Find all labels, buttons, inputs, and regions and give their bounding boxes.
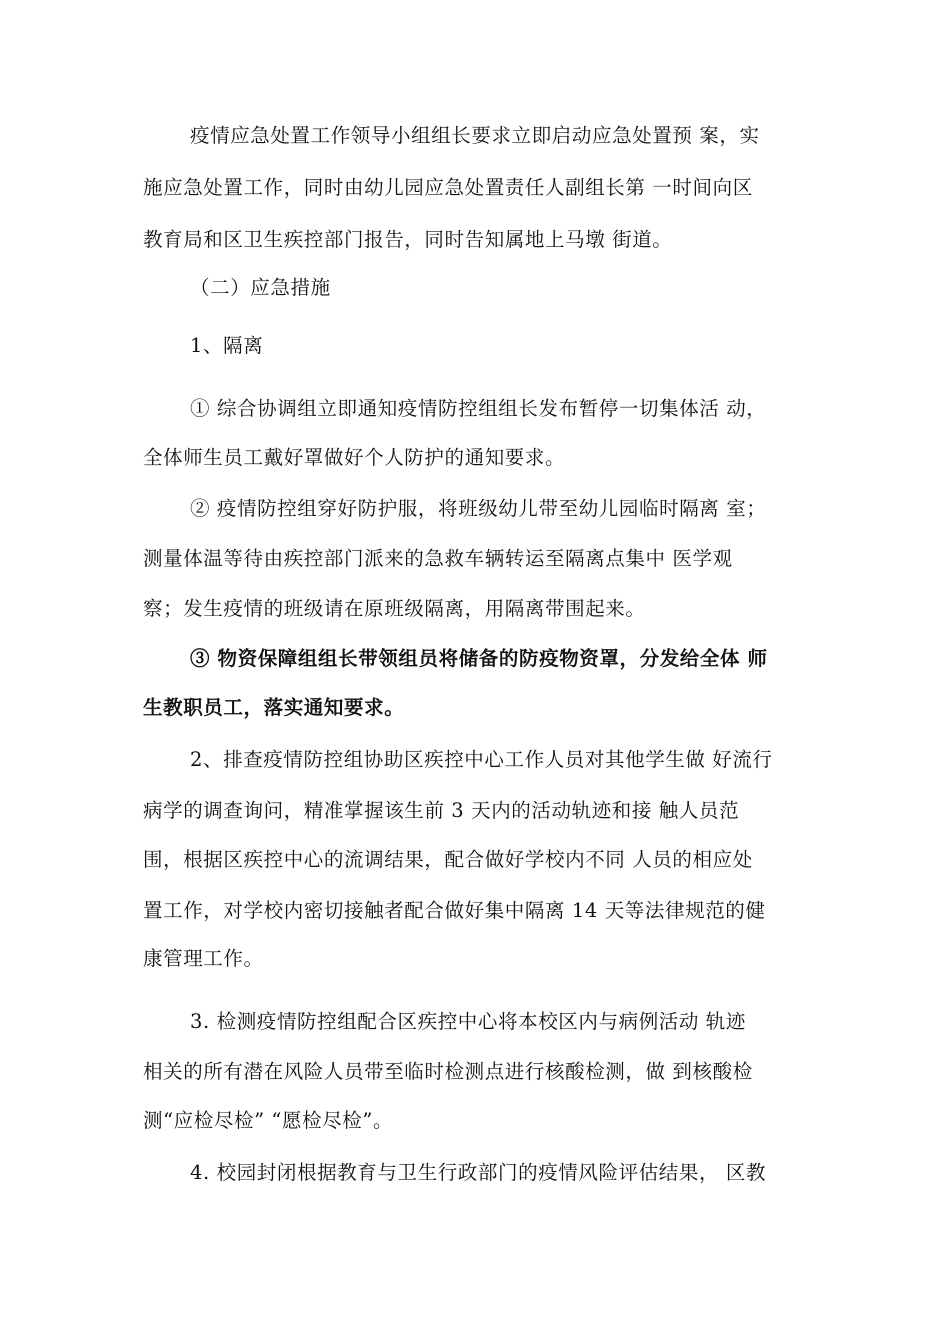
section-4-line-1: 4. 校园封闭根据教育与卫生行政部门的疫情风险评估结果， 区教 xyxy=(190,1161,767,1184)
paragraph-1-line-2: 施应急处置工作，同时由幼儿园应急处置责任人副组长第 一时间向区 xyxy=(143,176,753,199)
item-3-line-2: 生教职员工，落实通知要求。 xyxy=(143,696,405,719)
item-3-line-1: ③ 物资保障组组长带领组员将储备的防疫物资罩，分发给全体 师 xyxy=(190,647,768,670)
section-2-line-2: 病学的调查询问，精准掌握该生前 3 天内的活动轨迹和接 触人员范 xyxy=(143,799,740,822)
paragraph-1-line-1: 疫情应急处置工作领导小组组长要求立即启动应急处置预 案，实 xyxy=(190,124,760,147)
section-3-line-1: 3. 检测疫情防控组配合区疾控中心将本校区内与病例活动 轨迹 xyxy=(190,1010,747,1033)
section-2-line-4: 置工作，对学校内密切接触者配合做好集中隔离 14 天等法律规范的健 xyxy=(143,899,766,922)
section-2-line-1: 2、排查疫情防控组协助区疾控中心工作人员对其他学生做 好流行 xyxy=(190,748,773,771)
item-2-line-2: 测量体温等待由疾控部门派来的急救车辆转运至隔离点集中 医学观 xyxy=(143,547,733,570)
item-1-line-1: ① 综合协调组立即通知疫情防控组组长发布暂停一切集体活 动， xyxy=(190,397,767,420)
section-heading: （二）应急措施 xyxy=(190,276,331,299)
section-2-line-5: 康管理工作。 xyxy=(143,947,264,970)
section-3-line-2: 相关的所有潜在风险人员带至临时检测点进行核酸检测，做 到核酸检 xyxy=(143,1060,753,1083)
paragraph-1-line-3: 教育局和区卫生疾控部门报告，同时告知属地上马墩 街道。 xyxy=(143,228,673,251)
subsection-heading: 1、隔离 xyxy=(190,334,264,357)
item-1-line-2: 全体师生员工戴好罩做好个人防护的通知要求。 xyxy=(143,446,566,469)
section-2-line-3: 围，根据区疾控中心的流调结果，配合做好学校内不同 人员的相应处 xyxy=(143,848,753,871)
item-2-line-3: 察；发生疫情的班级请在原班级隔离，用隔离带围起来。 xyxy=(143,597,646,620)
section-3-line-3: 测“应检尽检” “愿检尽检”。 xyxy=(143,1109,394,1132)
item-2-line-1: ② 疫情防控组穿好防护服，将班级幼儿带至幼儿园临时隔离 室； xyxy=(190,497,767,520)
